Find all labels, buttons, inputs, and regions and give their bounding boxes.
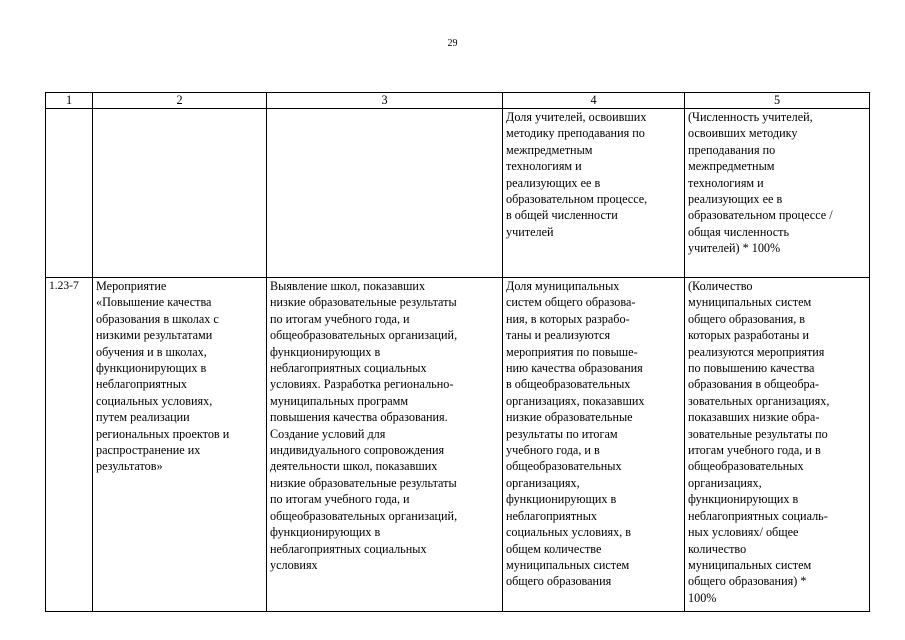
indicator-cell: Доля учителей, освоивших методику преподавания по межпредметным технологиям и реализующих ее в образовательном процессе, в общей численности учителей [503, 109, 685, 278]
table-header-row [46, 93, 870, 109]
column-header-2: 2 [93, 93, 267, 109]
measure-name-cell [93, 109, 267, 278]
page-number: 29 [447, 38, 458, 49]
indicator-cell: Доля муниципальных систем общего образова- ния, в которых разрабо- таны и реализуются мероприятия по повыше- нию качества образования в общеобразовательных организациях, показавших низкие образовательные результаты по итогам учебного года, и в общеобразовательных организациях, функционирующих в неблагоприятных социальных условиях, в общем количестве муниципальных систем общего образования [503, 278, 685, 612]
measure-name-cell: Мероприятие «Повышение качества образования в школах с низкими результатами обучения и в школах, функционирующих в неблагоприятных социальных условиях, путем реализации региональных проектов и распространение их результатов» [93, 278, 267, 612]
table-row [46, 278, 870, 612]
column-header-5: 5 [685, 93, 870, 109]
formula-cell: (Численность учителей, освоивших методику преподавания по межпредметным технологиям и реализующих ее в образовательном процессе / общая численность учителей) * 100% [685, 109, 870, 278]
program-measures-table [45, 92, 870, 612]
row-code-cell [46, 109, 93, 278]
table-row [46, 109, 870, 278]
column-header-3: 3 [267, 93, 503, 109]
column-header-4: 4 [503, 93, 685, 109]
measure-description-cell: Выявление школ, показавших низкие образовательные результаты по итогам учебного года, и общеобразовательных организаций, функционирующих в неблагоприятных социальных условиях. Разработка регионально- муниципальных программ повышения качества образования. Создание условий для индивидуального сопровождения деятельности школ, показавших низкие образовательные результаты по итогам учебного года, и общеобразовательных организаций, функционирующих в неблагоприятных социальных условиях [267, 278, 503, 612]
row-code-cell: 1.23-7 [46, 278, 93, 612]
column-header-1: 1 [46, 93, 93, 109]
formula-cell: (Количество муниципальных систем общего образования, в которых разработаны и реализуются мероприятия по повышению качества образования в общеобра- зовательных организациях, показавших низкие обра- зовательные результаты по итогам учебного года, и в общеобразовательных организациях, функционирующих в неблагоприятных социаль- ных условиях/ общее количество муниципальных систем общего образования) * 100% [685, 278, 870, 612]
measure-description-cell [267, 109, 503, 278]
